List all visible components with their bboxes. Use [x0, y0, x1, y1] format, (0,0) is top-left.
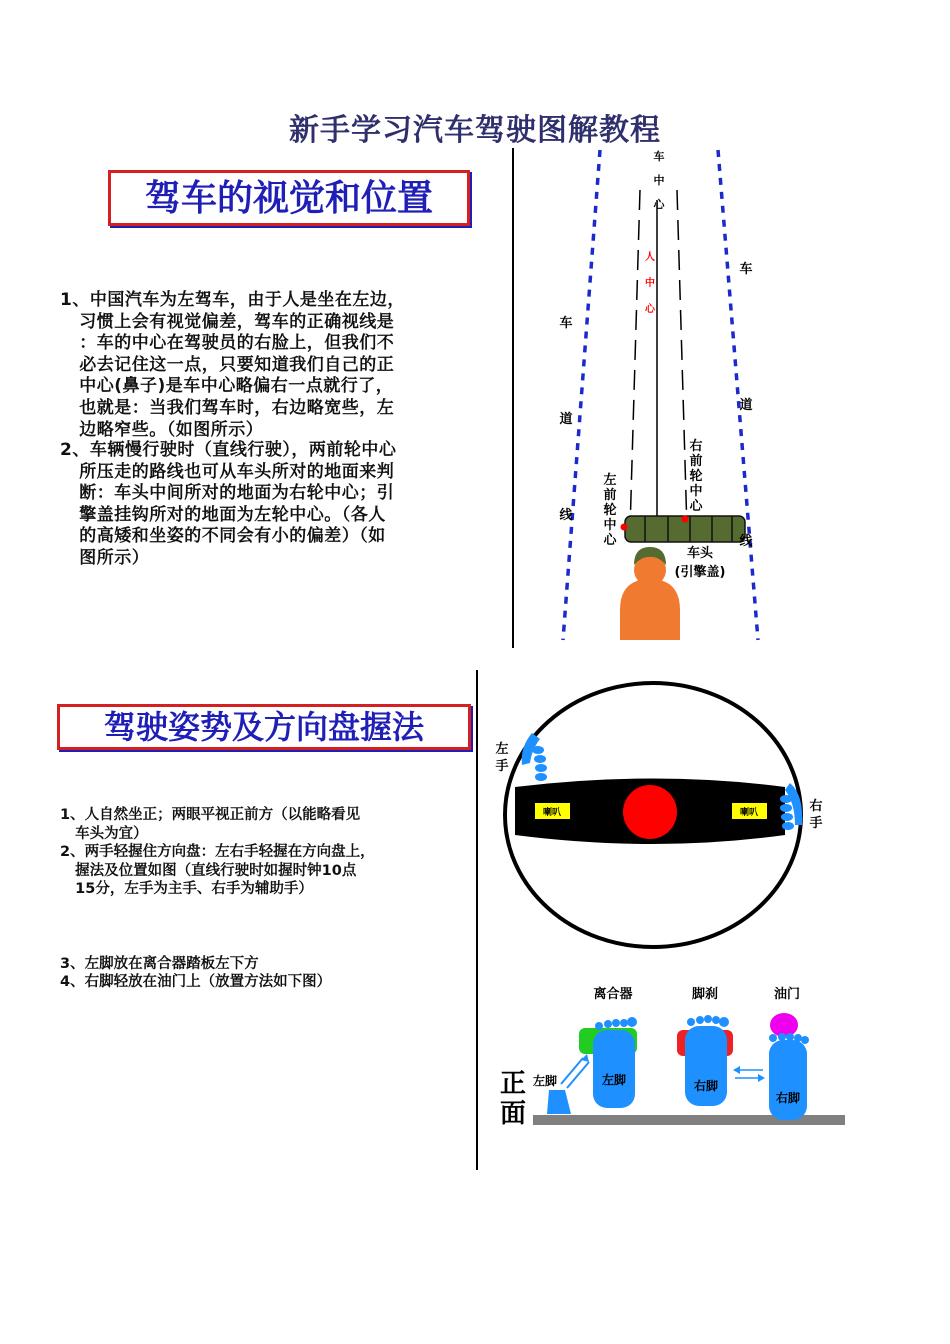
page-title: 新手学习汽车驾驶图解教程 [289, 113, 661, 148]
person-center-label: 人中心 [645, 252, 655, 315]
throttle-label: 油门 [773, 987, 801, 1002]
lane-line-right-label: 车道线 [739, 262, 753, 549]
section2-item4: 4、右脚轻放在油门上（放置方法如下图） [60, 974, 332, 990]
right-foot-throttle-label: 右脚 [775, 1091, 801, 1105]
brake-foot-toes [687, 1015, 729, 1027]
throttle-foot-shape [769, 1040, 807, 1120]
front-view-label: 正面 [499, 1069, 527, 1129]
left-foot-shape [593, 1030, 635, 1108]
steering-wheel-diagram [490, 675, 840, 965]
left-foot-small-label: 左脚 [532, 1074, 558, 1088]
right-wheel-dot [682, 516, 689, 523]
lane-diagram [520, 140, 780, 660]
right-foot-brake-label: 右脚 [693, 1079, 719, 1093]
hood-label: (引擎盖) [674, 565, 726, 580]
person-body [620, 580, 680, 640]
swap-arrow-icon [733, 1066, 765, 1082]
section2-item1: 1、人自然坐正；两眼平视正前方（以能略看见 车头为宜） [60, 807, 361, 842]
section2-item2: 2、两手轻握住方向盘：左右手轻握在方向盘上， 握法及位置如图（直线行驶时如握时钟10点 15分，左手为主手、右手为辅助手） [60, 844, 375, 898]
horn-left-label: 喇叭 [542, 808, 562, 818]
clutch-label: 离合器 [593, 987, 633, 1002]
lane-line-left-label: 车道线 [559, 316, 573, 523]
small-left-foot-shape [547, 1090, 571, 1114]
pedal-diagram [495, 980, 855, 1155]
section2-item3: 3、左脚放在离合器踏板左下方 [60, 956, 259, 972]
horn-right-label: 喇叭 [739, 808, 759, 818]
right-hand-label: 右手 [809, 799, 823, 831]
left-wheel-center-label: 左前轮中心 [603, 473, 617, 548]
brake-foot-shape [685, 1026, 727, 1106]
throttle-pedal [770, 1013, 798, 1037]
car-head-label: 车头 [686, 546, 714, 561]
left-guide-line [630, 190, 640, 530]
small-foot-arrow-icon [561, 1054, 589, 1088]
section1-item1: 1、中国汽车为左驾车，由于人是坐在左边， 习惯上会有视觉偏差，驾车的正确视线是 ：车的中心在驾驶员的右脸上，但我们不 必去记住这一点，只要知道我们自己的正 中心(鼻子)是车中心略偏右一点就行了， 也就是：当我们驾车时，右边略宽些，左 边略窄些。（如图所示） [60, 290, 405, 440]
section1-heading: 驾车的视觉和位置 [108, 170, 470, 226]
left-lane-line [563, 150, 600, 640]
section1-divider [512, 148, 514, 648]
section2-heading: 驾驶姿势及方向盘握法 [57, 704, 471, 750]
left-hand-label: 左手 [495, 742, 509, 774]
section1-item2: 2、车辆慢行驶时（直线行驶），两前轮中心 所压走的路线也可从车头所对的地面来判 断：车头中间所对的地面为右轮中心；引 擎盖挂钩所对的地面为左轮中心。（各人 的高矮和坐姿的不同会有小的偏差）（如 图所示） [60, 440, 397, 568]
section2-divider [476, 670, 478, 1170]
horn-center [623, 785, 677, 839]
right-guide-line [677, 190, 687, 530]
right-wheel-center-label: 右前轮中心 [689, 439, 703, 514]
brake-label: 脚刹 [691, 987, 719, 1002]
car-center-label: 车中心 [653, 150, 665, 211]
left-hand-icon [522, 733, 547, 781]
left-wheel-dot [621, 524, 628, 531]
left-foot-label: 左脚 [601, 1073, 627, 1087]
